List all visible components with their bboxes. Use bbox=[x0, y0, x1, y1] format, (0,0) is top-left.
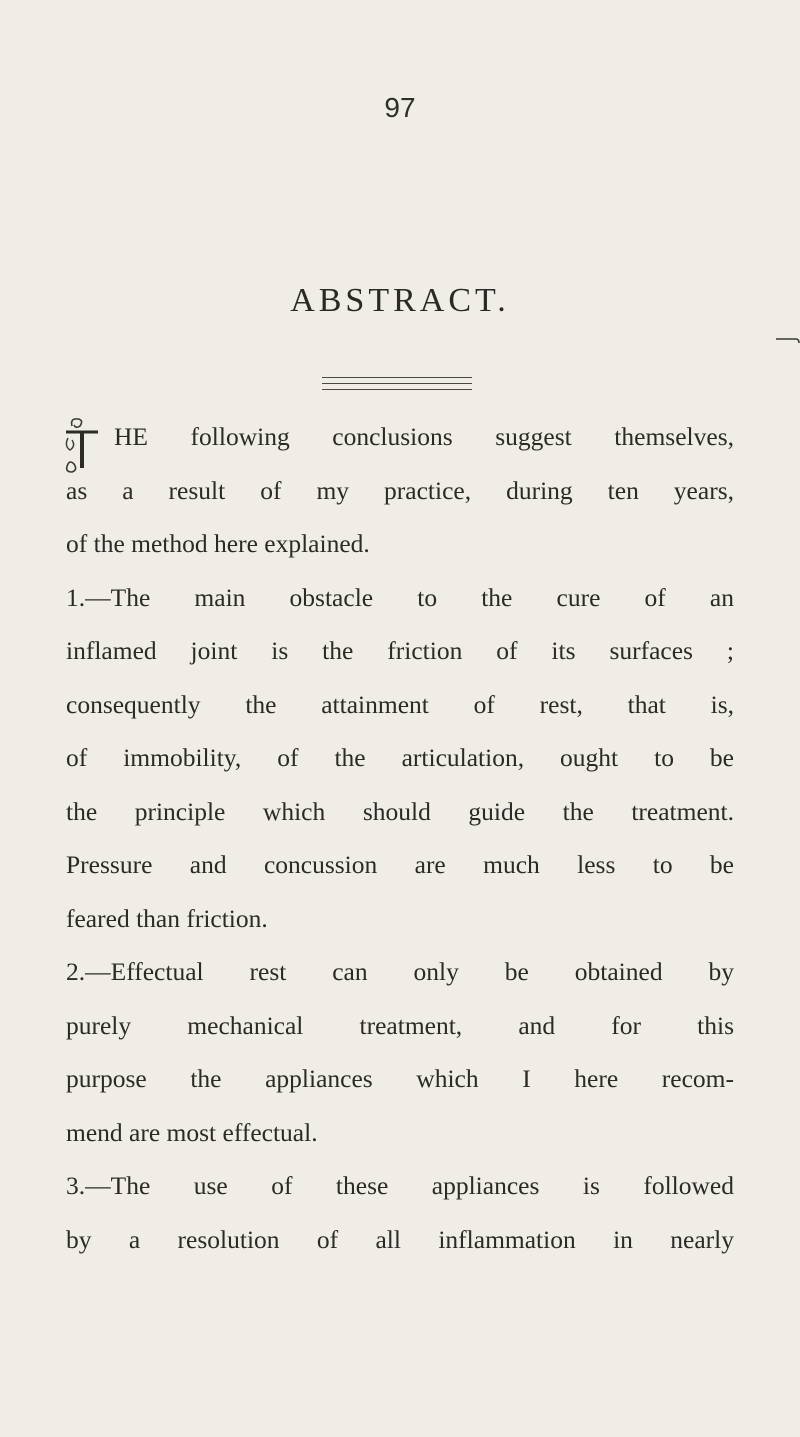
text-line: the principle which should guide the treatment. bbox=[66, 796, 734, 826]
title-rule bbox=[322, 383, 472, 384]
text-line: mend are most effectual. bbox=[66, 1117, 318, 1147]
text-line: as a result of my practice, during ten years, bbox=[66, 475, 734, 505]
text-line: of the method here explained. bbox=[66, 529, 370, 558]
text-line: 3.—The use of these appliances is followed bbox=[66, 1171, 734, 1200]
corner-mark bbox=[776, 336, 800, 344]
text-line: HE following conclusions suggest themselves, bbox=[114, 422, 734, 451]
text-line: purpose the appliances which I here recom- bbox=[66, 1064, 734, 1093]
text-line: by a resolution of all inflammation in nearly bbox=[66, 1224, 734, 1254]
text-line: consequently the attainment of rest, that is, bbox=[66, 689, 734, 719]
page-title: ABSTRACT. bbox=[290, 282, 510, 319]
page-number: 97 bbox=[384, 92, 416, 123]
title-rule bbox=[322, 377, 472, 378]
text-line: Pressure and concussion are much less to be bbox=[66, 850, 734, 879]
text-line: inflamed joint is the friction of its surfaces ; bbox=[66, 636, 734, 665]
text-line: 1.—The main obstacle to the cure of an bbox=[66, 582, 734, 612]
text-line: purely mechanical treatment, and for this bbox=[66, 1010, 734, 1040]
title-rule bbox=[322, 389, 472, 390]
text-line: feared than friction. bbox=[66, 903, 268, 933]
text-line: 2.—Effectual rest can only be obtained by bbox=[66, 957, 734, 986]
body-text bbox=[66, 410, 734, 1266]
text-line: of immobility, of the articulation, ought to be bbox=[66, 743, 734, 772]
drop-cap-ornament-icon bbox=[62, 416, 114, 474]
